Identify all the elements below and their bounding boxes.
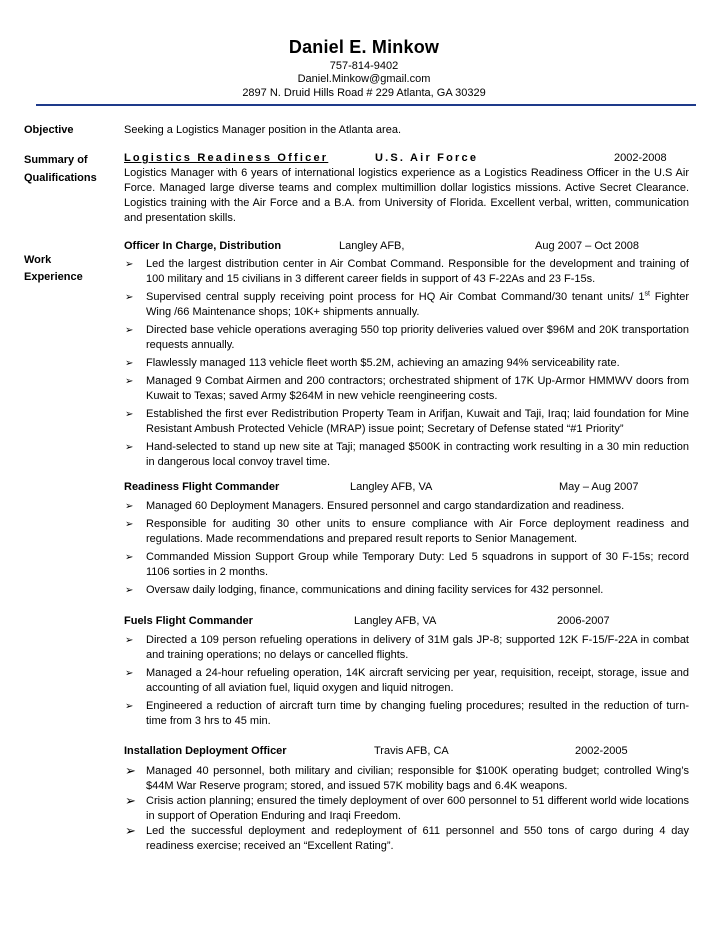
arrow-bullet-icon: ➢ — [125, 501, 134, 512]
job-bullets — [124, 499, 689, 601]
arrow-bullet-icon: ➢ — [125, 442, 134, 453]
job-dates: 2002-2005 — [575, 745, 628, 757]
resume-name: Daniel E. Minkow — [288, 37, 440, 57]
summary-role: Logistics Readiness Officer — [124, 152, 329, 164]
arrow-bullet-icon: ➢ — [125, 376, 134, 387]
list-item: ➢ Managed 9 Combat Airmen and 200 contractors; orchestrated shipment of 17K Up-Armor HMMWV doors from Kuwait to Texas; saved Army $264M in new vehicle reengineering costs. — [125, 375, 689, 402]
list-item: ➢ Led the largest distribution center in Air Combat Command. Responsible for the development and training of 100 military and 15 civilians in 3 different career fields in support of 43 F-22As and 23 F-15s. — [125, 258, 689, 285]
list-item: ➢ Commanded Mission Support Group while Temporary Duty: Led 5 squadrons in support of 30 F-15s; record 1106 sorties in 2 months. — [125, 551, 689, 578]
arrow-bullet-icon: ➢ — [125, 823, 136, 838]
list-item: ➢ Responsible for auditing 30 other units to ensure compliance with Air Force deployment readiness and regulations. Made recommendations and prepared result reports to Senior Management. — [125, 518, 689, 545]
summary-org: U.S. Air Force — [375, 152, 479, 164]
arrow-bullet-icon: ➢ — [125, 585, 134, 596]
job-location: Langley AFB, VA — [350, 481, 433, 493]
arrow-bullet-icon: ➢ — [125, 259, 134, 270]
job-location: Travis AFB, CA — [374, 745, 449, 757]
list-item: ➢ Hand-selected to stand up new site at Taji; managed $500K in contracting work resulting in a 30 min reduction in dangerous local convoy travel time. — [125, 441, 689, 468]
phone: 757-814-9402 — [329, 60, 399, 72]
arrow-bullet-icon: ➢ — [125, 292, 134, 303]
job-title: Readiness Flight Commander — [124, 481, 280, 493]
list-item: ➢ Established the first ever Redistribution Property Team in Arifjan, Kuwait and Taji, Iraq; laid foundation for Mine Resistant Ambush Protected Vehicle (MRAP) issue point; Secretary of Defense stated “#1 Priority” — [125, 408, 689, 435]
job-dates: 2006-2007 — [557, 615, 610, 627]
summary-heading — [124, 152, 689, 166]
list-item: ➢ Managed 60 Deployment Managers. Ensured personnel and cargo standardization and readiness. — [125, 500, 625, 512]
arrow-bullet-icon: ➢ — [125, 409, 134, 420]
email: Daniel.Minkow@gmail.com — [297, 73, 431, 85]
job-location: Langley AFB, VA — [354, 615, 437, 627]
arrow-bullet-icon: ➢ — [125, 552, 134, 563]
job-bullets — [124, 257, 689, 473]
job-title: Fuels Flight Commander — [124, 615, 253, 627]
job-heading — [124, 745, 689, 759]
summary-label-line2: Qualifications — [24, 172, 97, 184]
arrow-bullet-icon: ➢ — [125, 635, 134, 646]
job-heading — [124, 240, 689, 254]
job-bullets — [124, 764, 689, 854]
job-heading — [124, 615, 689, 629]
arrow-bullet-icon: ➢ — [125, 358, 134, 369]
job-dates: Aug 2007 – Oct 2008 — [535, 240, 639, 252]
arrow-bullet-icon: ➢ — [125, 763, 136, 778]
work-label-line1: Work — [24, 254, 52, 266]
job-dates: May – Aug 2007 — [559, 481, 639, 493]
list-item: ➢ Crisis action planning; ensured the timely deployment of over 600 personnel to 51 different world wide locations in support of Operation Enduring and Iraqi Freedom. — [125, 793, 689, 822]
summary-dates: 2002-2008 — [614, 152, 667, 164]
header-divider — [36, 104, 696, 106]
summary-label-line1: Summary of — [24, 154, 88, 166]
work-label-line2: Experience — [24, 271, 83, 283]
objective-text: Seeking a Logistics Manager position in the Atlanta area. — [124, 124, 402, 136]
list-item: ➢ Supervised central supply receiving point process for HQ Air Combat Command/30 tenant units/ 1st Fighter Wing /66 Maintenance shops; 10K+ shipments annually. — [125, 290, 689, 318]
arrow-bullet-icon: ➢ — [125, 668, 134, 679]
summary-text: Logistics Manager with 6 years of international logistics experience as a Logistics Readiness Officer in the U.S Air Force. Managed large diverse teams and complex multimillion dollar logistics missions. Active Secret Clearance. Logistics training with the Air Force and a B.A. from University of Florida. Excellent verbal, written, communication and presentation skills. — [124, 167, 689, 224]
job-bullets — [124, 633, 689, 732]
arrow-bullet-icon: ➢ — [125, 325, 134, 336]
list-item: ➢ Managed a 24-hour refueling operation, 14K aircraft servicing per year, requisition, receipt, storage, issue and accounting of all aviation fuel, liquid oxygen and liquid nitrogen. — [125, 667, 689, 694]
list-item: ➢ Oversaw daily lodging, finance, communications and dining facility services for 432 personnel. — [125, 584, 604, 596]
objective-label: Objective — [24, 124, 74, 136]
arrow-bullet-icon: ➢ — [125, 793, 136, 808]
list-item: ➢ Directed base vehicle operations averaging 550 top priority deliveries valued over $96M and 20K transportation requests annually. — [125, 324, 689, 351]
address: 2897 N. Druid Hills Road # 229 Atlanta, GA 30329 — [242, 87, 486, 99]
arrow-bullet-icon: ➢ — [125, 519, 134, 530]
job-title: Officer In Charge, Distribution — [124, 240, 282, 252]
job-heading — [124, 481, 689, 495]
list-item: ➢ Engineered a reduction of aircraft turn time by changing fueling procedures; resulted in the reduction of turn-time from 3 hrs to 45 min. — [125, 700, 689, 727]
list-item: ➢ Flawlessly managed 113 vehicle fleet worth $5.2M, achieving an amazing 94% serviceability rate. — [125, 357, 620, 369]
job-title: Installation Deployment Officer — [124, 745, 287, 757]
job-location: Langley AFB, — [339, 240, 405, 252]
list-item: ➢ Directed a 109 person refueling operations in delivery of 31M gals JP-8; supported 12K F-15/F-22A in combat and training operations; no delays or cancelled flights. — [125, 634, 689, 661]
list-item: ➢ Managed 40 personnel, both military and civilian; responsible for $100K operating budget; controlled Wing’s $44M War Reserve program; stored, and issued 57K mobility bags and 6.4K weapons. — [125, 763, 689, 792]
arrow-bullet-icon: ➢ — [125, 701, 134, 712]
list-item: ➢ Led the successful deployment and redeployment of 611 personnel and 550 tons of cargo during 4 day readiness exercise; received an “Excellent Rating”. — [125, 823, 689, 852]
